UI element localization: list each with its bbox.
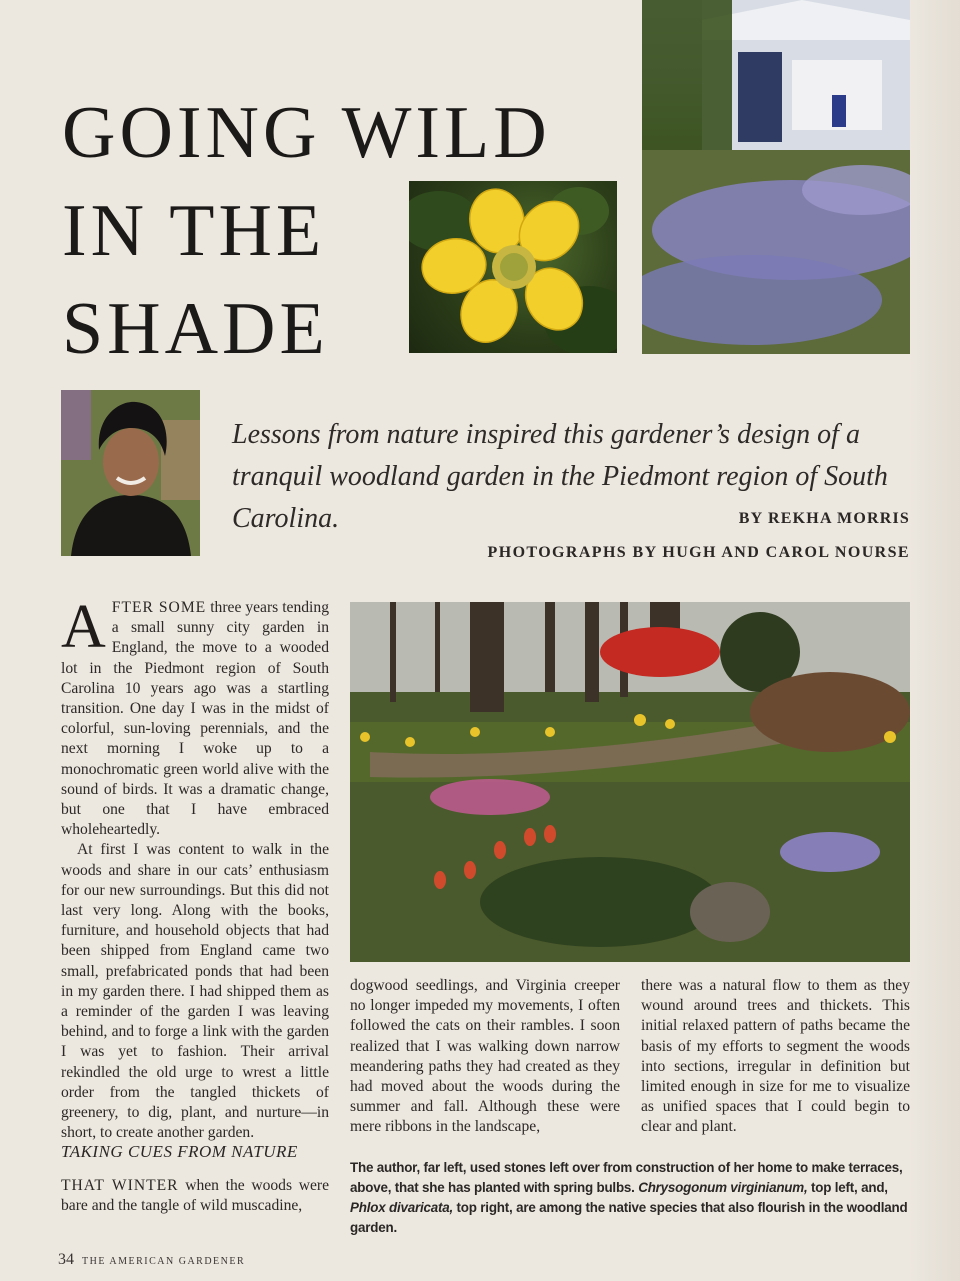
caption-species-1: Chrysogonum virginianum,	[638, 1180, 808, 1195]
paragraph-2: At first I was content to walk in the woods and share in our cats’ enthusiasm for our new surroundings. But this did not last very long. Along with the books, furniture, and household objects that had been shipped from England came two small, prefabricated ponds that had been in my garden there. I had shipped them as a reminder of the garden I was leaving behind, and to forge a link with the garden I was yet to fashion. Their arrival rekindled the old urge to wrest a little order from the tangled thickets of greenery, to dig, plant, and nurture—in short, to create another garden.	[61, 841, 329, 1142]
publication-name: THE AMERICAN GARDENER	[82, 1256, 246, 1267]
house-illustration	[642, 0, 910, 354]
paragraph-3: when the woods were bare and the tangle of wild muscadine,	[61, 1177, 329, 1215]
flower-illustration	[409, 181, 617, 353]
caption-part-2: top left, and,	[807, 1180, 888, 1195]
paragraph-1: three years tending a small sunny city garden in England, the move to a wooded lot in the Piedmont region of South Carolina 10 years ago was a startling transition. One day I was in the midst of colorful, sun-loving perennials, and the next morning I woke up to a monochromatic green world alive with the sound of birds. It was a dramatic change, but one that I have embraced wholeheartedly.	[61, 599, 329, 839]
lead-in-2: THAT WINTER	[61, 1177, 179, 1194]
terrace-illustration	[350, 602, 910, 962]
article-column-2: dogwood seedlings, and Virginia creeper no longer impeded my movements, I often followed the cats on their rambles. I soon realized that I was walking down narrow meandering paths they had created as they had moved about the woods during the summer and fall. Although these were mere ribbons in the landscape,	[350, 977, 620, 1136]
terrace-garden-photo	[350, 602, 910, 962]
title-line-1: GOING WILD	[62, 92, 551, 174]
byline: BY REKHA MORRIS	[738, 510, 910, 527]
caption-species-2: Phlox divaricata,	[350, 1200, 454, 1215]
lead-in: FTER SOME	[111, 599, 207, 616]
caption-part-3: top right, are among the native species that also flourish in the woodland garden.	[350, 1200, 908, 1235]
title-line-3: SHADE	[62, 288, 329, 370]
article-column-3: there was a natural flow to them as they wound around trees and thickets. This initial relaxed pattern of paths became the basis of my efforts to segment the woods into sections, irregular in definition but limited enough in size for me to visualize as unified spaces that I could begin to clear and plant.	[641, 977, 910, 1136]
article-column-1	[61, 593, 329, 1143]
article-column-1-continued	[61, 1176, 329, 1216]
caption-part-1: The author, far left, used stones left over from construction of her home to make terraces, above, that she has planted with spring bulbs.	[350, 1160, 903, 1195]
page-number: 34	[58, 1251, 74, 1268]
yellow-flower-photo	[409, 181, 617, 353]
author-portrait	[61, 390, 200, 556]
author-illustration	[61, 390, 200, 556]
photo-credit: PHOTOGRAPHS BY HUGH AND CAROL NOURSE	[487, 544, 910, 561]
page-edge	[910, 0, 960, 1281]
title-line-2: IN THE	[62, 190, 326, 272]
drop-cap: A	[61, 593, 106, 661]
page-footer	[58, 1251, 245, 1269]
house-garden-photo	[642, 0, 910, 354]
photo-caption	[350, 1158, 915, 1238]
section-subhead: TAKING CUES FROM NATURE	[61, 1142, 298, 1161]
article-subtitle: Lessons from nature inspired this gardener’s design of a tranquil woodland garden in the Piedmont region of South Carolina.	[232, 419, 888, 534]
